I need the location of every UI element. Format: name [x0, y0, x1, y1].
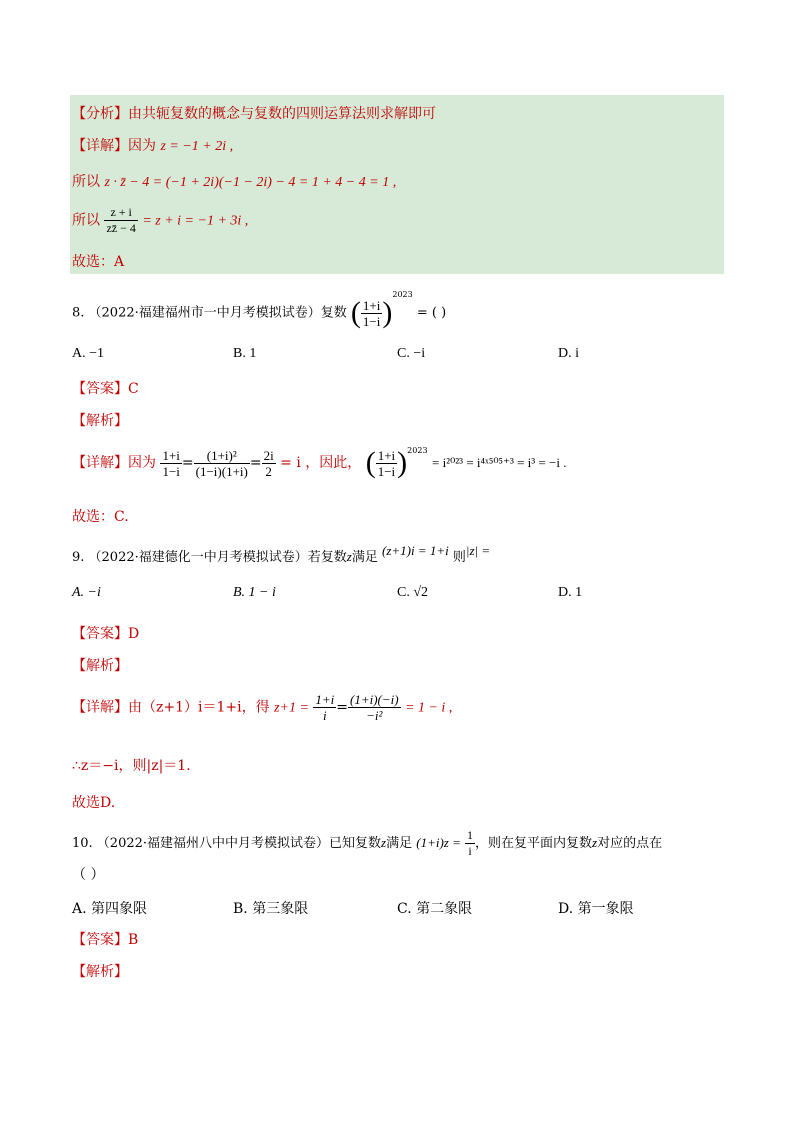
detail-text: 因为 [128, 138, 156, 154]
q8-choose [72, 506, 129, 526]
q8-detail-exp: 2023 [407, 446, 428, 455]
q9-detail-c: = 1 − i , [405, 700, 453, 716]
q8-f3-num: 2i [263, 447, 274, 463]
q9-detail-b: z+1 = [274, 700, 309, 716]
q9-jiexi-tag: 【解析】 [72, 658, 128, 674]
q9-option-d: D. 1 [558, 585, 583, 600]
q8-detail-text: 因为 [128, 455, 156, 471]
q9-var: z [346, 549, 352, 564]
q10-option-b: B. 第三象限 [233, 901, 309, 917]
q9-frac2 [348, 692, 401, 723]
q9-stem [72, 543, 491, 565]
line3-fraction [104, 205, 137, 236]
fenxi-text: 由共轭复数的概念与复数的四则运算法则求解即可 [128, 106, 436, 122]
detail-equation: z = −1 + 2i , [160, 139, 234, 154]
q8-f1-den: 1−i [162, 463, 180, 479]
line2-prefix: 所以 [72, 174, 100, 190]
q9-f1-num: 1+i [315, 692, 335, 707]
q8-detail-tag: 【详解】 [72, 455, 128, 471]
q9-line2-text: ∴z＝−i，则|z|＝1. [72, 758, 191, 774]
q9-choose [72, 792, 115, 812]
q8-fraction [361, 298, 382, 329]
q9-detail: 【详解】由（z+1）i＝1+i，得 z+1 = $\frac{1+i}{i}$ = $\frac{(1+i)(-i)}{\text{−i²}}$ = 1 − i , [72, 692, 453, 723]
q10-f-num: 1 [467, 828, 474, 842]
q8-exponent: 2023 [392, 290, 413, 300]
q8-detail-frac3 [262, 448, 276, 479]
q10-paren-text: （ ） [72, 867, 105, 883]
q8-f1-num: 1+i [162, 447, 180, 463]
q8-f2-den: (1−i)(1+i) [195, 463, 248, 479]
q9-condition: (z+1)i = 1+i [381, 543, 449, 558]
line3-equation: = z + i = −1 + 3i , [142, 213, 249, 229]
q8-tail: = ( ) [416, 305, 447, 321]
q10-jiexi-tag: 【解析】 [72, 964, 128, 980]
q8-option-d: D. i [558, 346, 579, 361]
detail-line-3 [72, 205, 248, 236]
q9-mid: 满足 [351, 550, 378, 565]
q8-option-b: B. 1 [233, 346, 257, 361]
analysis-line [72, 103, 436, 123]
q8-answer [72, 378, 139, 398]
q8-stem-text: 8. （2022·福建福州市一中月考模拟试卷）复数 [72, 305, 347, 321]
q8-frac-den: 1−i [362, 313, 381, 329]
q8-detail-frac1 [160, 448, 181, 479]
q8-answer-value: C [128, 381, 139, 397]
q8-detail: 【详解】因为 $\frac{1+i}{1-i}$ = $\frac{\text{(1+i)²}}{(1-i)(1+i)}$ = $\frac{2i}{2}$ = i ，因此， ( $\frac{1+i}{1-i}$ )$^{2023}$ = i²⁰²³ = i⁴ˣ⁵⁰⁵⁺³ = i³ = −i . [72, 446, 567, 479]
q8-detail-mid: = i ，因此， [280, 455, 362, 471]
q8-f4-den: 1−i [377, 463, 396, 479]
q10-option-c: C. 第二象限 [397, 901, 473, 917]
q9-abs: |z| = [465, 543, 491, 558]
q10-option-a: A. 第四象限 [72, 901, 148, 917]
q10-f-den: i [468, 844, 472, 858]
q8-jiexi [72, 410, 128, 430]
q8-detail-frac2 [194, 448, 250, 479]
q10-condition: (1+i)z = [416, 835, 461, 850]
q9-option-b: B. 1 − i [233, 585, 276, 600]
q8-stem: 8. （2022·福建福州市一中月考模拟试卷）复数 ( $\frac{1+i}{1-i}$ )$^{2023}$ = ( ) [72, 290, 447, 329]
q10-option-d: D. 第一象限 [558, 901, 634, 917]
q10-tail2: 对应的点在 [597, 836, 663, 851]
q8-detail-frac4 [376, 448, 397, 479]
q10-stem-text: 10. （2022·福建福州八中中月考模拟试卷）已知复数 [72, 836, 382, 851]
line2-equation: z · z̄ − 4 = (−1 + 2i)(−1 − 2i) − 4 = 1 + 4 − 4 = 1 , [104, 175, 397, 190]
q8-option-a: A. −1 [72, 346, 105, 361]
q10-stem [72, 828, 662, 859]
q10-paren [72, 864, 104, 884]
q9-option-c: C. √2 [397, 585, 429, 600]
q9-answer-value: D [128, 626, 140, 642]
q8-f3-den: 2 [265, 463, 272, 479]
q10-jiexi [72, 961, 128, 981]
q10-var: z [381, 835, 387, 850]
detail-tag: 【详解】 [72, 138, 128, 154]
q9-f2-den: −i² [366, 708, 383, 723]
q9-frac1 [313, 692, 336, 723]
q10-mid: 满足 [386, 836, 413, 851]
line3-prefix: 所以 [72, 212, 100, 229]
q10-var-2: z [592, 835, 598, 850]
analysis-choose [72, 251, 124, 271]
q9-choose-text: 故选D. [72, 795, 116, 811]
analysis-choose-text: 故选：A [72, 254, 125, 270]
detail-line-1 [72, 135, 233, 155]
fenxi-tag: 【分析】 [72, 106, 128, 122]
q9-jiexi [72, 655, 128, 675]
q8-jiexi-tag: 【解析】 [72, 413, 128, 429]
q8-detail-end: = i²⁰²³ = i⁴ˣ⁵⁰⁵⁺³ = i³ = −i . [431, 455, 567, 470]
line3-numerator: z + i [104, 205, 137, 221]
q8-f4-num: 1+i [377, 447, 396, 463]
q9-detail-a: 由（z+1）i＝1+i，得 [128, 699, 270, 716]
q8-frac-num: 1+i [362, 297, 381, 313]
q8-answer-tag: 【答案】 [72, 381, 128, 397]
q9-f1-den: i [322, 708, 327, 723]
q9-option-a: A. −i [72, 585, 101, 600]
q10-answer-tag: 【答案】 [72, 932, 128, 948]
q9-answer [72, 623, 139, 643]
q9-stem-text: 9. （2022·福建德化一中月考模拟试卷）若复数 [72, 550, 347, 565]
q9-f2-num: (1+i)(−i) [349, 692, 399, 707]
q9-detail-tag: 【详解】 [72, 699, 128, 716]
q8-f2-num: (1+i)² [194, 448, 250, 464]
q9-answer-tag: 【答案】 [72, 626, 128, 642]
q10-answer-value: B [128, 932, 139, 948]
q10-fraction [465, 828, 475, 859]
detail-line-2 [72, 171, 396, 191]
q9-then: 则 [452, 550, 466, 565]
q8-option-c: C. −i [397, 346, 426, 361]
q8-choose-text: 故选：C. [72, 509, 129, 525]
q10-answer [72, 929, 138, 949]
q10-tail: ，则在复平面内复数 [475, 836, 593, 851]
line3-denominator: zz̄ − 4 [106, 221, 136, 235]
q9-line2 [72, 755, 191, 775]
